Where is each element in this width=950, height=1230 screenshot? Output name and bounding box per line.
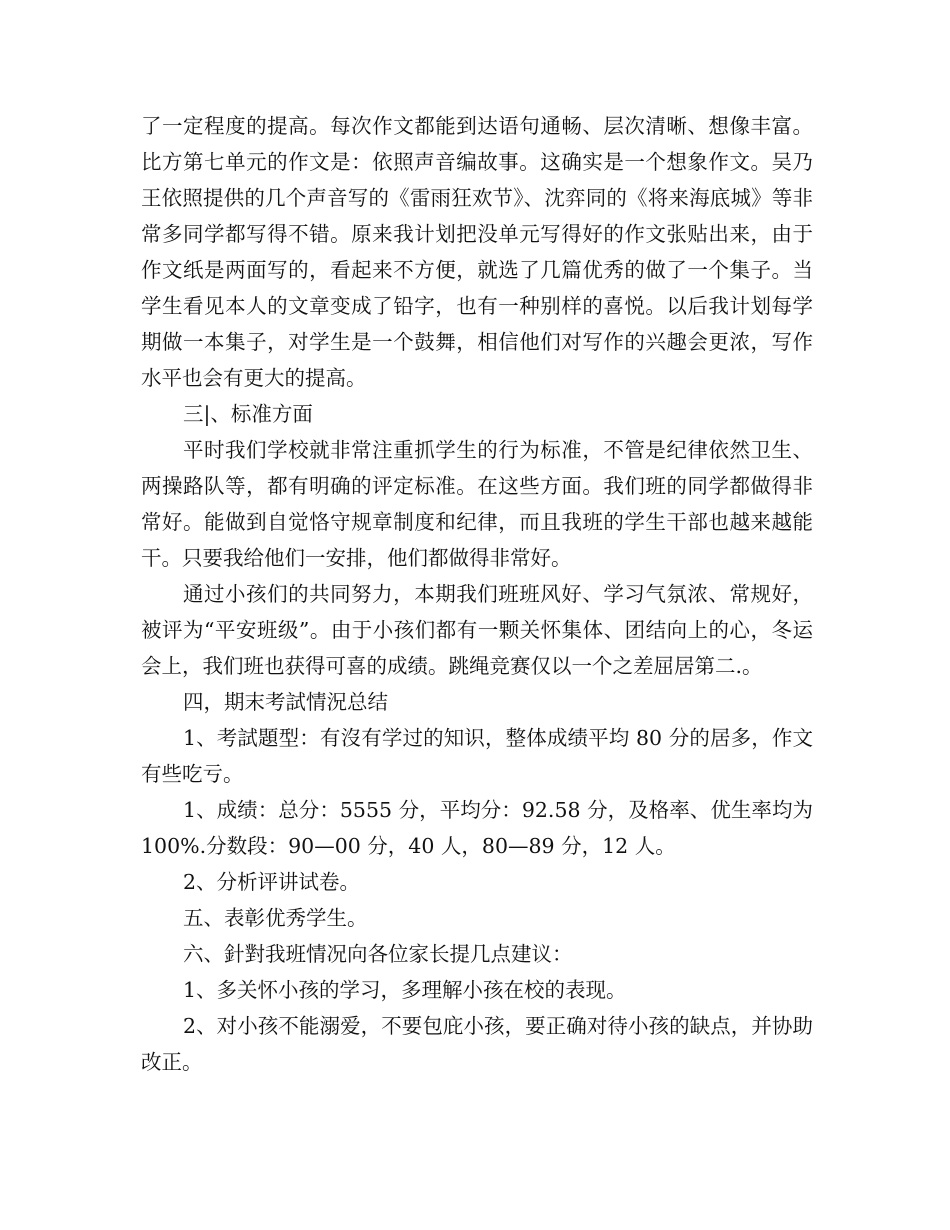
paragraph-exam-types: 1、考試題型：有沒有学过的知识，整体成绩平均 80 分的居多，作文有些吃亏。 xyxy=(141,726,813,786)
paragraph-paper-review: 2、分析评讲试卷。 xyxy=(183,870,361,894)
paragraph-exam-scores: 1、成绩：总分：5555 分，平均分：92.58 分，及格率、优生率均为 100%.分数段：90—00 分，40 人，80—89 分，12 人。 xyxy=(141,798,813,858)
suggestion-item-2: 2、对小孩不能溺爱，不要包庇小孩，要正确对待小孩的缺点，并协助改正。 xyxy=(141,1014,813,1074)
paragraph-class-achievement: 通过小孩们的共同努力，本期我们班班风好、学习气氛浓、常规好，被评为“平安班级”。由于小孩们都有一颗关怀集体、团结向上的心，冬运会上，我们班也获得可喜的成绩。跳绳竞赛仅以一个之差屈居第二.。 xyxy=(141,582,813,678)
heading-section-three: 三|、标准方面 xyxy=(183,402,313,426)
heading-section-four: 四，期末考試情況总结 xyxy=(183,690,388,714)
heading-section-five: 五、表彰优秀学生。 xyxy=(183,906,368,930)
document-body xyxy=(141,108,813,1080)
paragraph-essay-progress: 了一定程度的提高。每次作文都能到达语句通畅、层次清晰、想像丰富。比方第七单元的作文是：依照声音编故事。这确实是一个想象作文。吴乃王依照提供的几个声音写的《雷雨狂欢节》、沈弈同的《将来海底城》等非常多同学都写得不错。原来我计划把没单元写得好的作文张贴出来，由于作文纸是两面写的，看起来不方便，就选了几篇优秀的做了一个集子。当学生看见本人的文章变成了铅字，也有一种别样的喜悦。以后我计划每学期做一本集子，对学生是一个鼓舞，相信他们对写作的兴趣会更浓，写作水平也会有更大的提高。 xyxy=(141,114,813,390)
paragraph-behavior-standards: 平时我们学校就非常注重抓学生的行为标准，不管是纪律依然卫生、两操路队等，都有明确的评定标准。在这些方面。我们班的同学都做得非常好。能做到自觉恪守规章制度和纪律，而且我班的学生干部也越来越能干。只要我给他们一安排，他们都做得非常好。 xyxy=(141,438,813,570)
suggestion-item-1: 1、多关怀小孩的学习，多理解小孩在校的表现。 xyxy=(183,978,627,1002)
heading-section-six: 六、針對我班情况向各位家长提几点建议： xyxy=(183,942,573,966)
